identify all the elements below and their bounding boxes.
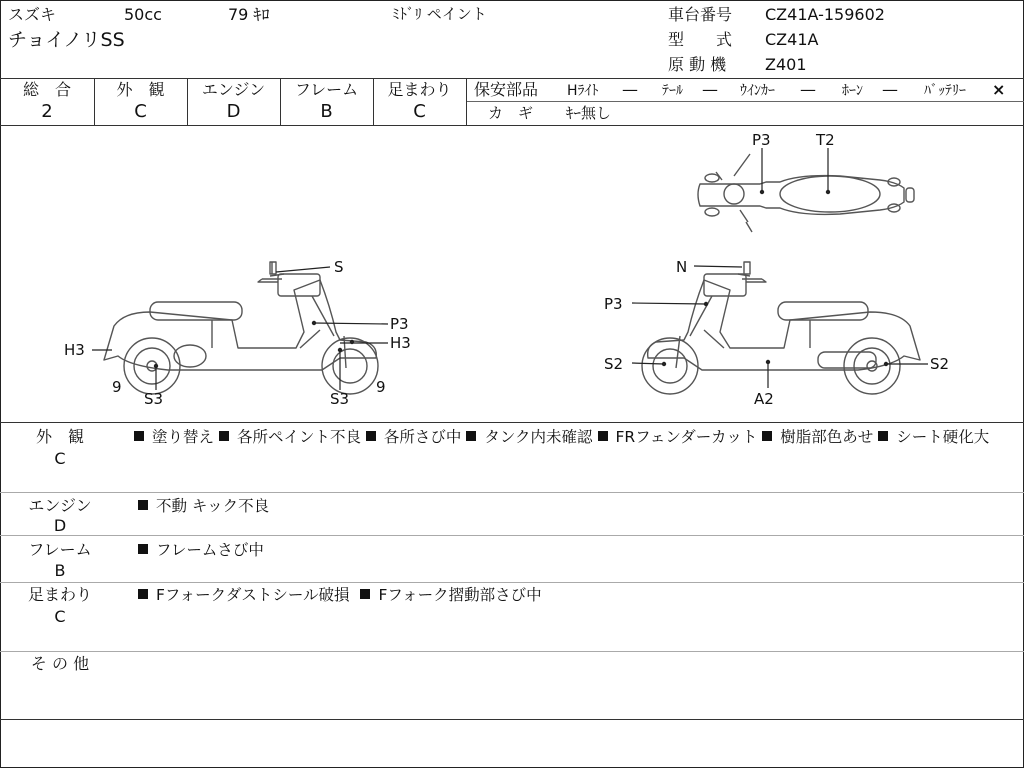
detail-item: フレームさび中 [156, 541, 264, 559]
safety-title: 保安部品 [474, 80, 539, 99]
type-value: CZ41A [765, 30, 819, 49]
engine-label: 原 動 機 [668, 55, 727, 74]
grade-frame-label: フレーム [294, 80, 359, 99]
detail-exterior-label: 外 観 [35, 427, 84, 446]
detail-item: 不動 キック不良 [156, 497, 270, 515]
scooter-left-side-view [104, 262, 378, 394]
safety-winker: ｳｲﾝｶｰ [740, 83, 775, 99]
bullet [138, 589, 148, 599]
detail-item: シート硬化大 [896, 428, 990, 446]
label-left-s3-front: S3 [330, 390, 350, 408]
grade-suspension-value: C [413, 101, 426, 122]
detail-engine-grade: D [53, 516, 67, 535]
divider [0, 422, 1024, 423]
safety-horn-mark: — [882, 80, 898, 99]
divider [0, 651, 1024, 652]
grade-exterior-value: C [134, 101, 147, 122]
label-left-h3-rear: H3 [64, 341, 85, 359]
bullet [466, 431, 476, 441]
color: ﾐﾄﾞﾘ ペイント [392, 5, 487, 23]
label-top-t2: T2 [816, 131, 835, 149]
detail-engine-items [138, 495, 269, 517]
detail-exterior-items [134, 426, 1018, 448]
bullet [598, 431, 608, 441]
detail-item: Fフォーク摺動部さび中 [378, 586, 542, 604]
key-value: ｷｰ無し [566, 104, 612, 122]
bullet [762, 431, 772, 441]
detail-other-label: そ の 他 [30, 654, 90, 673]
label-left-s: S [334, 258, 344, 276]
divider [466, 101, 1024, 102]
label-left-9-front: 9 [376, 378, 386, 396]
divider [0, 582, 1024, 583]
divider [466, 78, 467, 125]
safety-winker-mark: — [800, 80, 816, 99]
scooter-diagram [0, 126, 1024, 422]
chassis-number: CZ41A-159602 [765, 5, 885, 24]
detail-engine-label: エンジン [28, 496, 92, 515]
safety-headlight: Hﾗｲﾄ [567, 83, 599, 99]
label-right-s2-rear: S2 [930, 355, 950, 373]
grade-total-label: 総 合 [22, 80, 71, 99]
safety-headlight-mark: — [622, 80, 638, 99]
detail-item: FRフェンダーカット [615, 428, 758, 446]
detail-item: 樹脂部色あせ [780, 428, 874, 446]
divider [0, 535, 1024, 536]
label-right-s2-front: S2 [604, 355, 624, 373]
model-name: チョイノリSS [8, 29, 125, 51]
detail-item: 塗り替え [152, 428, 215, 446]
bullet [138, 544, 148, 554]
bullet [219, 431, 229, 441]
divider [0, 719, 1024, 720]
label-top-p3: P3 [752, 131, 771, 149]
bullet [878, 431, 888, 441]
divider [0, 492, 1024, 493]
detail-item: タンク内未確認 [484, 428, 593, 446]
label-left-9-rear: 9 [112, 378, 122, 396]
label-right-a2: A2 [754, 390, 774, 408]
scooter-top-view [698, 154, 914, 232]
key-label: カ ギ [488, 104, 534, 122]
grade-engine-value: D [226, 101, 241, 122]
safety-tail-mark: — [702, 80, 718, 99]
label-left-h3-front: H3 [390, 334, 411, 352]
safety-horn: ﾎｰﾝ [842, 83, 863, 99]
bullet [360, 589, 370, 599]
safety-battery-mark: × [992, 80, 1006, 99]
grade-engine-label: エンジン [201, 80, 266, 99]
label-right-p3: P3 [604, 295, 623, 313]
detail-frame-items [138, 539, 264, 561]
scooter-right-side-view [642, 262, 920, 394]
bullet [138, 500, 148, 510]
detail-exterior-grade: C [54, 449, 66, 468]
detail-suspension-items [138, 584, 542, 606]
grade-total-value: 2 [41, 101, 53, 122]
mileage: 79 ｷﾛ [228, 5, 270, 24]
detail-frame-grade: B [54, 561, 66, 580]
bullet [134, 431, 144, 441]
label-left-p3: P3 [390, 315, 409, 333]
chassis-label: 車台番号 [668, 5, 733, 24]
bullet [366, 431, 376, 441]
detail-suspension-label: 足まわり [27, 585, 92, 604]
safety-tail: ﾃｰﾙ [662, 83, 683, 99]
grade-exterior-label: 外 観 [116, 80, 165, 99]
detail-suspension-grade: C [54, 607, 66, 626]
detail-item: 各所ペイント不良 [236, 428, 361, 446]
detail-frame-label: フレーム [28, 540, 92, 559]
label-left-s3-rear: S3 [144, 390, 164, 408]
displacement: 50cc [124, 5, 162, 24]
grade-frame-value: B [320, 101, 333, 122]
grade-suspension-label: 足まわり [387, 80, 452, 99]
label-right-n: N [676, 258, 688, 276]
maker: スズキ [8, 5, 57, 24]
safety-battery: ﾊﾞｯﾃﾘｰ [924, 83, 966, 99]
detail-item: Fフォークダストシール破損 [156, 586, 350, 604]
type-label: 型 式 [668, 30, 733, 49]
engine-value: Z401 [765, 55, 807, 74]
detail-item: 各所さび中 [383, 428, 462, 446]
divider [0, 78, 1024, 79]
